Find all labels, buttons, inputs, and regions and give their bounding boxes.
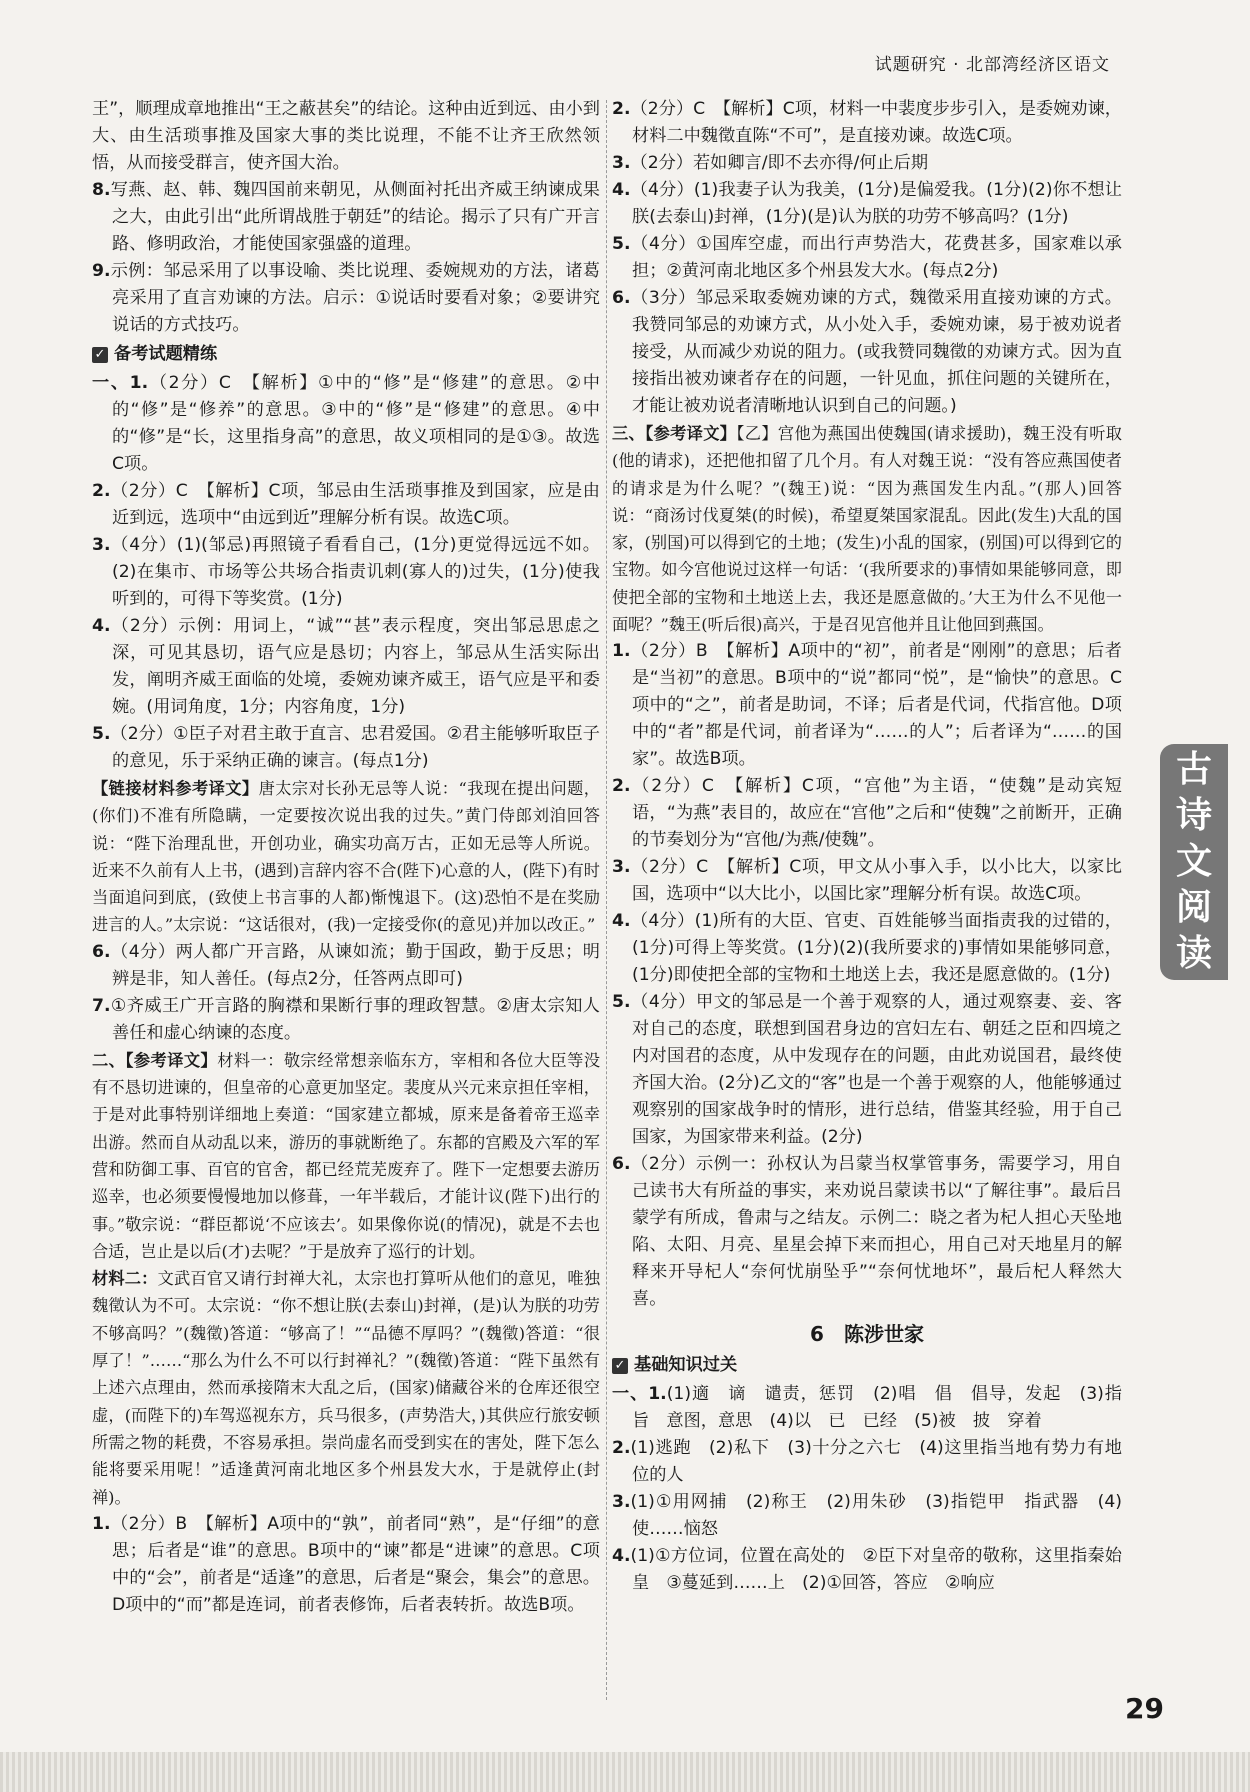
practice-answer-5 [92,721,600,775]
answer-text: (1)①用网捕 (2)称王 (2)用朱砂 (3)指铠甲 指武器 (4)使……恼怒 [630,1492,1122,1540]
answer-text: （2分）示例一：孙权认为吕蒙当权掌管事务，需要学习，用自己读书大有所益的事实，来劝说吕蒙读书以“了解往事”。最后吕蒙学有所成，鲁肃与之结友。示例二：晓之者为杞人担心天坠地陷、太阳、月亮、星星会掉下来而担心，用自己对天地星月的解释来开导杞人“奈何忧崩坠乎”“奈何忧地坏”，最后杞人释然大喜。 [630,1154,1122,1310]
answer-number: 5. [612,992,631,1013]
answer-text: （4分）两人都广开言路，从谏如流；勤于国政，勤于反思；明辨是非，知人善任。(每点2分，任答两点即可) [110,941,600,989]
practice-answer-7 [92,993,600,1047]
practice-answer-6 [92,939,600,993]
answer-text: (1)適 谪 谴责，惩罚 (2)唱 倡 倡导，发起 (3)指 旨 意图，意思 (4)以 已 已经 (5)被 披 穿着 [632,1384,1140,1432]
translation-part-three [612,420,1122,638]
answer-number: 4. [92,616,111,636]
checkbox-icon: ✓ [612,1358,628,1374]
answer-text: （2分）B 【解析】A项中的“初”，前者是“刚刚”的意思；后者是“当初”的意思。B项中的“说”都同“悦”，是“愉快”的意思。C项中的“之”，前者是助词，不译；后者是代词，代指宫他。D项中的“者”都是代词，前者译为“……的人”；后者译为“……的国家”。故选B项。 [630,641,1122,770]
translation-tag: 三、【参考译文】 [612,424,737,443]
answer-text: （2分）C 【解析】C项，“宫他”为主语，“使魏”是动宾短语，“为燕”表目的，故应在“宫他”之后和“使魏”之前断开，正确的节奏划分为“宫他/为燕/使魏”。 [630,776,1122,851]
answer-8 [92,177,600,258]
part-two-answer-4 [612,177,1122,231]
translation-text: 【乙】宫他为燕国出使魏国(请求援助)，魏王没有听取(他的请求)，还把他扣留了几个月。有人对魏王说：“没有答应燕国使者的请求是为什么呢？”(魏王)说：“因为燕国发生内乱。”(那人)回答说：“商汤讨伐夏桀(的时候)，希望夏桀国家混乱。因此(发生)大乱的国家，(别国)可以得到它的土地；(发生)小乱的国家，(别国)可以得到它的宝物。如今宫他说过这样一句话：‘(我所要求的)事情如果能够同意，即使把全部的宝物和土地送上去，我还是愿意做的。’大王为什么不见他一面呢？”魏王(听后很)高兴，于是召见宫他并且让他回到燕国。 [612,424,1122,635]
section-title: 备考试题精练 [114,344,218,364]
side-tab-char: 古 [1175,749,1212,790]
answer-number: 3. [612,857,631,878]
answer-number: 一、1. [92,373,149,393]
page-number: 29 [1125,1692,1164,1725]
part-three-answer-3 [612,854,1122,908]
running-header: 试题研究 · 北部湾经济区语文 [874,55,1110,75]
answer-number: 2. [612,1438,631,1459]
side-tab-char: 文 [1175,841,1212,882]
answer-number: 3. [92,535,111,555]
answer-number: 8. [92,180,111,200]
answer-number: 4. [612,1546,631,1567]
answer-number: 6. [612,288,631,308]
part-three-answer-5 [612,989,1122,1151]
translation-text: 唐太宗对长孙无忌等人说：“我现在提出问题，(你们)不准有所隐瞒，一定要按次说出我的过失。”黄门侍郎刘洎回答说：“陛下治理乱世，开创功业，确实功高万古，正如无忌等人所说。近来不久前有人上书，(遇到)言辞内容不合(陛下)心意的人，(陛下)有时当面追问到底，(致使上书言事的人都)惭愧退下。(这)恐怕不是在奖励进言的人。”太宗说：“这话很对，(我)一定接受你(的意见)并加以改正。” [92,779,600,935]
translation-tag: 二、【参考译文】 [92,1050,218,1070]
linked-material-translation [92,775,600,939]
answer-text: (1)①方位词，位置在高处的 ②臣下对皇帝的敬称，这里指秦始皇 ③蔓延到……上 (2)①回答，答应 ②响应 [630,1546,1122,1594]
section-title: 基础知识过关 [634,1355,738,1376]
translation-tag: 材料二： [92,1269,158,1289]
right-column [612,96,1140,1597]
answer-number: 5. [92,724,111,744]
section-heading-basics [612,1352,1122,1379]
answer-text: （2分）若如卿言/即不去亦得/何止后期 [630,153,929,173]
answer-number: 1. [612,641,631,662]
answer-text: （2分）①臣子对君主敢于直言、忠君爱国。②君主能够听取臣子的意见，乐于采纳正确的谏言。(每点1分) [110,724,600,771]
part-three-answer-4 [612,908,1122,989]
answer-number: 6. [92,941,111,962]
answer-number: 3. [612,1492,631,1513]
side-tab-char: 阅 [1175,887,1212,928]
answer-number: 2. [92,481,111,501]
translation-text: 材料一：敬宗经常想亲临东方，宰相和各位大臣等没有不恳切进谏的，但皇帝的心意更加坚定。裴度从兴元来京担任宰相，于是对此事特别详细地上奏道：“国家建立都城，原来是备着帝王巡幸出游。然而自从动乱以来，游历的事就断绝了。东都的宫殿及六军的军营和防御工事、百官的官舍，都已经荒芜废弃了。陛下一定想要去游历巡幸，也必须要慢慢地加以修葺，一年半载后，才能计议(陛下)出行的事。”敬宗说：“群臣都说‘不应该去’。如果像你说(的情况)，就是不去也合适，岂止是以后(才)去呢？”于是放弃了巡行的计划。 [92,1050,601,1261]
answer-number: 4. [612,911,631,932]
answer-text: （4分）(1)我妻子认为我美，(1分)是偏爱我。(1分)(2)你不想让朕(去泰山)封禅，(1分)(是)认为朕的功劳不够高吗？(1分) [630,180,1122,227]
practice-answer-3 [92,532,600,613]
lesson-name: 陈涉世家 [843,1322,924,1347]
side-tab-char: 诗 [1175,795,1212,836]
practice-answer-1 [92,370,600,478]
answer-text: （4分）①国库空虚，而出行声势浩大，花费甚多，国家难以承担；②黄河南北地区多个州县发大水。(每点2分) [630,234,1122,281]
lesson-title [612,1321,1122,1348]
part-two-answer-6 [612,285,1122,420]
answer-text: （2分）C 【解析】C项，邹忌由生活琐事推及到国家，应是由近到远，选项中“由远到近”理解分析有误。故选C项。 [110,481,600,528]
part-three-answer-6 [612,1151,1122,1313]
left-column [92,96,600,1619]
basics-answer-2 [612,1435,1122,1489]
answer-number: 9. [92,261,111,281]
answer-text: （2分）B 【解析】A项中的“孰”，前者同“熟”，是“仔细”的意思；后者是“谁”的意思。B项中的“谏”都是“进谏”的意思。C项中的“会”，前者是“适逢”的意思，后者是“聚会，集会”的意思。D项中的“而”都是连词，前者表修饰，后者表转折。故选B项。 [110,1513,600,1615]
answer-text: （2分）C 【解析】①中的“修”是“修建”的意思。②中的“修”是“修养”的意思。③中的“修”是“修建”的意思。④中的“修”是“长，这里指身高”的意思，故义项相同的是①③。故选C项。 [112,373,600,474]
section-heading-practice [92,341,600,368]
part-three-answer-1 [612,638,1122,773]
answer-text: 写燕、赵、韩、魏四国前来朝见，从侧面衬托出齐威王纳谏成果之大，由此引出“此所谓战胜于朝廷”的结论。揭示了只有广开言路、修明政治，才能使国家强盛的道理。 [110,180,600,254]
answer-text: （4分）(1)所有的大臣、官吏、百姓能够当面指责我的过错的，(1分)可得上等奖赏。(1分)(2)(我所要求的)事情如果能够同意，(1分)即使把全部的宝物和土地送上去，我还是愿意做的。(1分) [630,911,1122,986]
practice-answer-2 [92,478,600,532]
part-two-answer-1 [92,1511,600,1619]
answer-text: （4分）(1)(邹忌)再照镜子看看自己，(1分)更觉得远远不如。(2)在集市、市场等公共场合指责讥刺(寡人的)过失，(1分)使我听到的，可得下等奖赏。(1分) [110,535,600,609]
answer-number: 1. [92,1513,111,1534]
answer-text: ①齐威王广开言路的胸襟和果断行事的理政智慧。②唐太宗知人善任和虚心纳谏的态度。 [110,995,600,1043]
answer-9 [92,258,600,339]
answer-text: （4分）甲文的邹忌是一个善于观察的人，通过观察妻、妾、客对自己的态度，联想到国君身边的宫妇左右、朝廷之臣和四境之内对国君的态度，从中发现存在的问题，由此劝说国君，最终使齐国大治。(2分)乙文的“客”也是一个善于观察的人，他能够通过观察别的国家战争时的情形，进行总结，借鉴其经验，用于自己国家，为国家带来利益。(2分) [630,992,1122,1148]
section-side-tab [1160,744,1228,980]
answer-number: 5. [612,234,631,254]
answer-number: 2. [612,99,631,119]
part-two-answer-3 [612,150,1122,177]
answer-text: （2分）C 【解析】C项，材料一中裴度步步引入，是委婉劝谏，材料二中魏徵直陈“不可”，是直接劝谏。故选C项。 [630,99,1122,146]
translation-tag: 【链接材料参考译文】 [92,779,259,798]
side-tab-char: 读 [1175,933,1212,974]
answer-text: （3分）邹忌采取委婉劝谏的方式，魏徵采用直接劝谏的方式。我赞同邹忌的劝谏方式，从小处入手，委婉劝谏，易于被劝说者接受，从而减少劝说的阻力。(或我赞同魏徵的劝谏方式。因为直接指出被劝谏者存在的问题，一针见血，抓住问题的关键所在，才能让被劝说者清晰地认识到自己的问题。) [630,288,1122,416]
answer-text: （2分）C 【解析】C项，甲文从小事入手，以小比大，以家比国，选项中“以大比小，以国比家”理解分析有误。故选C项。 [630,857,1122,905]
answer-number: 6. [612,1154,631,1175]
basics-answer-3 [612,1489,1122,1543]
answer-text: （2分）示例：用词上，“诚”“甚”表示程度，突出邹忌思虑之深，可见其恳切，语气应是恳切；内容上，邹忌从生活实际出发，阐明齐威王面临的处境，委婉劝谏齐威王，语气应是平和委婉。(用词角度，1分；内容角度，1分) [110,616,600,717]
part-three-answer-2 [612,773,1122,854]
answer-number: 4. [612,180,631,200]
bottom-decorative-band [0,1752,1250,1792]
answer-number: 7. [92,995,111,1016]
answer-number: 2. [612,776,631,797]
translation-text: 文武百官又请行封禅大礼，太宗也打算听从他们的意见，唯独魏徵认为不可。太宗说：“你不想让朕(去泰山)封禅，(是)认为朕的功劳不够高吗？”(魏徵)答道：“够高了！”“品德不厚吗？”(魏徵)答道：“很厚了！”……“那么为什么不可以行封禅礼？”(魏徵)答道：“陛下虽然有上述六点理由，然而承接隋末大乱之后，(国家)储藏谷米的仓库还很空虚，(而陛下的)车驾巡视东方，兵马很多，(声势浩大，)其供应行旅安顿所需之物的耗费，不容易承担。崇尚虚名而受到实在的害处，陛下怎么能将要采用呢！”适逢黄河南北地区多个州县发大水，于是就停止(封禅)。 [92,1269,601,1507]
column-divider [606,100,608,1700]
basics-answer-1 [612,1381,1140,1435]
answer-text: 示例：邹忌采用了以事设喻、类比说理、委婉规劝的方法，诸葛亮采用了直言劝谏的方法。启示：①说话时要看对象；②要讲究说话的方式技巧。 [110,261,600,335]
part-two-answer-2 [612,96,1122,150]
checkbox-icon: ✓ [92,347,108,363]
lesson-number: 6 [810,1322,824,1347]
practice-answer-4 [92,613,600,721]
paragraph-continued: 王”，顺理成章地推出“王之蔽甚矣”的结论。这种由近到远、由小到大、由生活琐事推及国家大事的类比说理，不能不让齐王欣然领悟，从而接受群言，使齐国大治。 [92,99,600,173]
translation-part-two [92,1047,600,1265]
basics-answer-4 [612,1543,1122,1597]
answer-text: (1)逃跑 (2)私下 (3)十分之六七 (4)这里指当地有势力有地位的人 [630,1438,1122,1486]
translation-material-two [92,1265,600,1511]
part-two-answer-5 [612,231,1122,285]
answer-number: 3. [612,153,631,173]
answer-number: 一、1. [612,1384,667,1405]
